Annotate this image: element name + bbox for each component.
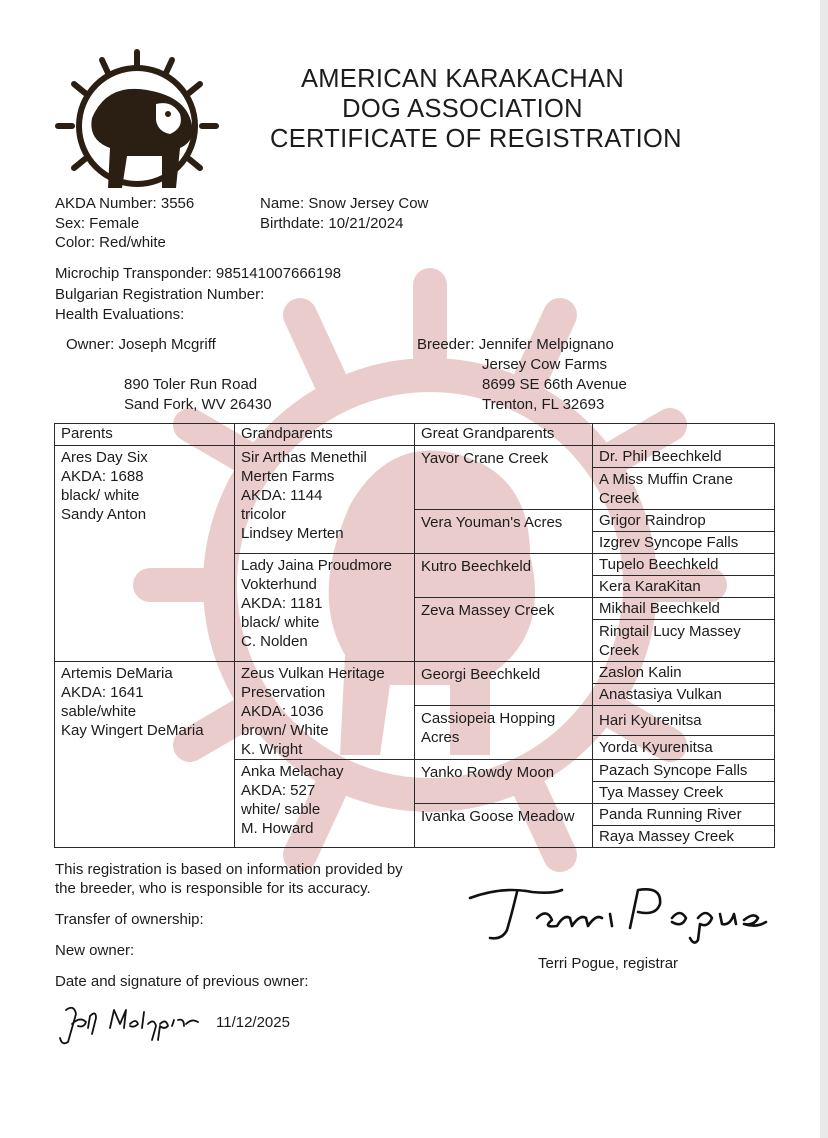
great-grandparent-cell: Yanko Rowdy Moon <box>415 760 593 804</box>
dam-owner: Kay Wingert DeMaria <box>61 722 204 739</box>
disclaimer-line-1: This registration is based on information provided by <box>55 861 403 878</box>
previous-owner-signature <box>52 998 202 1048</box>
breeder-name: Breeder: Jennifer Melpignano <box>417 336 614 353</box>
title-line: DOG ASSOCIATION <box>342 95 583 123</box>
great-great-grandparent-cell: Ringtail Lucy Massey Creek <box>593 620 775 662</box>
sire-owner: Sandy Anton <box>61 506 147 523</box>
color: Color: Red/white <box>55 234 166 251</box>
grandparent-line: Merten Farms <box>241 468 335 485</box>
grandparent-line: Vokterhund <box>241 576 317 593</box>
grandparent-line: Zeus Vulkan Heritage <box>241 665 385 682</box>
grandparent-line: C. Nolden <box>241 633 308 650</box>
disclaimer-line-2: the breeder, who is responsible for its accuracy. <box>55 880 371 897</box>
great-great-grandparent-cell: A Miss Muffin Crane Creek <box>593 468 775 510</box>
grandparent-line: AKDA: 1036 <box>241 703 324 720</box>
great-grandparent-cell: Ivanka Goose Meadow <box>415 804 593 848</box>
table-row <box>55 662 775 684</box>
sex: Sex: Female <box>55 215 140 232</box>
dam-cell <box>55 662 235 848</box>
dam-color: sable/white <box>61 703 137 720</box>
great-great-grandparent-cell: Pazach Syncope Falls <box>593 760 775 782</box>
grandparent-line: white/ sable <box>241 801 321 818</box>
great-great-grandparent-cell: Grigor Raindrop <box>593 510 775 532</box>
grandparent-cell <box>235 446 415 554</box>
registrar-name: Terri Pogue, registrar <box>538 955 679 972</box>
grandparent-cell <box>235 760 415 848</box>
great-grandparent-cell: Cassiopeia Hopping Acres <box>415 706 593 760</box>
great-grandparent-cell: Kutro Beechkeld <box>415 554 593 598</box>
grandparent-cell <box>235 554 415 662</box>
great-grandparent-cell: Vera Youman's Acres <box>415 510 593 554</box>
great-great-grandparent-cell: Kera KaraKitan <box>593 576 775 598</box>
grandparent-line: black/ white <box>241 614 320 631</box>
header-great-grandparents: Great Grandparents <box>415 424 593 446</box>
great-great-grandparent-cell: Raya Massey Creek <box>593 826 775 848</box>
header-parents: Parents <box>55 424 235 446</box>
dam-name: Artemis DeMaria <box>61 665 173 682</box>
certificate-title <box>270 64 682 154</box>
great-great-grandparent-cell: Hari Kyurenitsa <box>593 706 775 736</box>
sire-cell <box>55 446 235 662</box>
birthdate: Birthdate: 10/21/2024 <box>260 215 404 232</box>
grandparent-line: M. Howard <box>241 820 314 837</box>
sire-color: black/ white <box>61 487 140 504</box>
date-and-signature-label: Date and signature of previous owner: <box>55 973 309 990</box>
great-great-grandparent-cell: Dr. Phil Beechkeld <box>593 446 775 468</box>
pedigree-table <box>54 423 775 848</box>
great-great-grandparent-cell: Zaslon Kalin <box>593 662 775 684</box>
dam-akda: AKDA: 1641 <box>61 684 144 701</box>
great-grandparent-cell: Georgi Beechkeld <box>415 662 593 706</box>
dog-name: Name: Snow Jersey Cow <box>260 195 429 212</box>
grandparent-line: AKDA: 527 <box>241 782 316 799</box>
grandparent-line: AKDA: 1181 <box>241 595 323 612</box>
great-great-grandparent-cell: Mikhail Beechkeld <box>593 598 775 620</box>
breeder-kennel: Jersey Cow Farms <box>482 356 608 373</box>
breeder-address-1: 8699 SE 66th Avenue <box>482 376 627 393</box>
breeder-address-2: Trenton, FL 32693 <box>482 396 605 413</box>
sire-name: Ares Day Six <box>61 449 148 466</box>
new-owner: New owner: <box>55 942 135 959</box>
title-line: AMERICAN KARAKACHAN <box>300 65 625 93</box>
table-row <box>55 446 775 468</box>
signature-date: 11/12/2025 <box>216 1014 290 1031</box>
great-great-grandparent-cell: Yorda Kyurenitsa <box>593 736 775 760</box>
akda-number: AKDA Number: 3556 <box>55 195 195 212</box>
grandparent-cell <box>235 662 415 760</box>
owner-address-2: Sand Fork, WV 26430 <box>124 396 272 413</box>
table-header-row <box>55 424 775 446</box>
bulgarian-registration: Bulgarian Registration Number: <box>55 286 265 303</box>
transfer-of-ownership: Transfer of ownership: <box>55 911 204 928</box>
microchip: Microchip Transponder: 985141007666198 <box>55 265 342 282</box>
grandparent-line: Preservation <box>241 684 326 701</box>
great-grandparent-cell: Yavor Crane Creek <box>415 446 593 510</box>
great-grandparent-cell: Zeva Massey Creek <box>415 598 593 662</box>
grandparent-line: tricolor <box>241 506 287 523</box>
page-edge <box>820 0 828 1138</box>
health-evaluations: Health Evaluations: <box>55 306 185 323</box>
great-great-grandparent-cell: Izgrev Syncope Falls <box>593 532 775 554</box>
header-grandparents: Grandparents <box>235 424 415 446</box>
owner-name: Owner: Joseph Mcgriff <box>66 336 216 353</box>
great-great-grandparent-cell: Tupelo Beechkeld <box>593 554 775 576</box>
grandparent-line: Lady Jaina Proudmore <box>241 557 392 574</box>
grandparent-line: Anka Melachay <box>241 763 344 780</box>
great-great-grandparent-cell: Anastasiya Vulkan <box>593 684 775 706</box>
registrar-signature <box>462 878 772 948</box>
great-great-grandparent-cell: Panda Running River <box>593 804 775 826</box>
grandparent-line: K. Wright <box>241 741 303 758</box>
grandparent-line: Sir Arthas Menethil <box>241 449 367 466</box>
title-line: CERTIFICATE OF REGISTRATION <box>270 125 682 153</box>
sire-akda: AKDA: 1688 <box>61 468 144 485</box>
owner-address-1: 890 Toler Run Road <box>124 376 258 393</box>
grandparent-line: Lindsey Merten <box>241 525 344 542</box>
dog-in-sun-logo-icon <box>52 48 222 198</box>
grandparent-line: AKDA: 1144 <box>241 487 323 504</box>
grandparent-line: brown/ White <box>241 722 329 739</box>
header-great-great-grandparents <box>593 424 775 446</box>
great-great-grandparent-cell: Tya Massey Creek <box>593 782 775 804</box>
